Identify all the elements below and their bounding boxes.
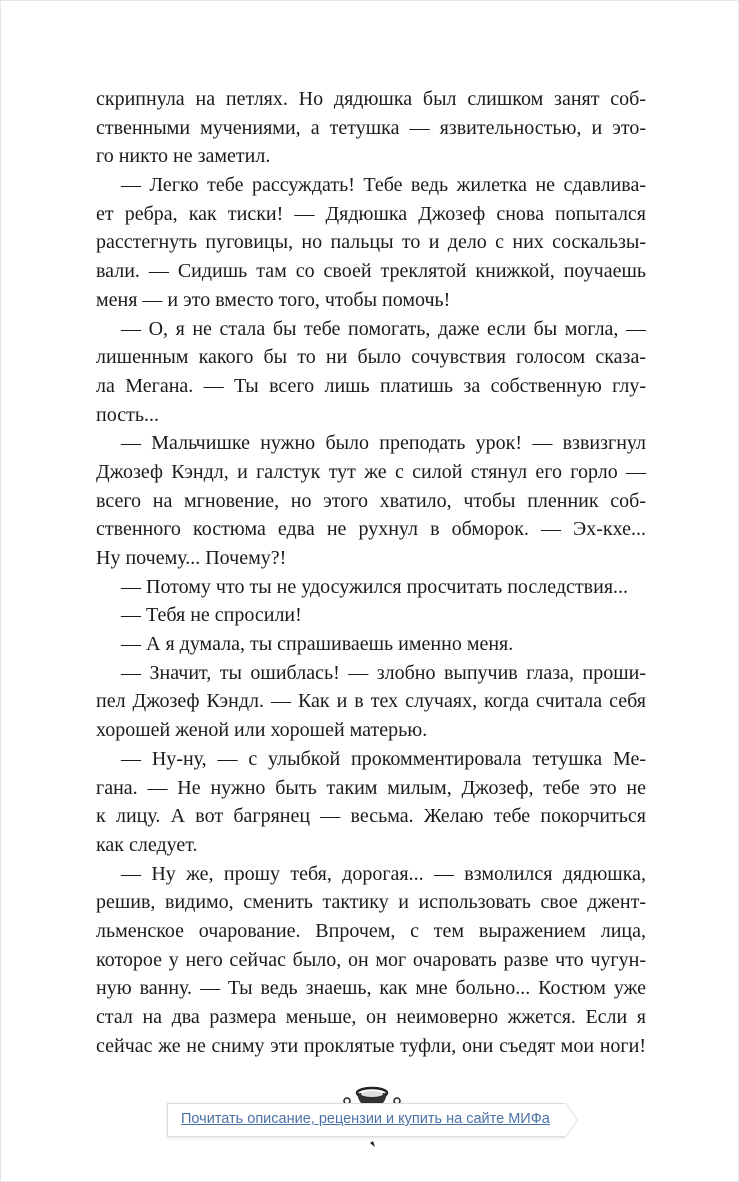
text-line: — Ну-ну, — с улыбкой прокомментировала тетушка Ме- bbox=[121, 747, 646, 770]
mif-store-banner bbox=[167, 1103, 565, 1137]
text-line: всего на мгновение, но этого хватило, чтобы пленник соб- bbox=[96, 489, 646, 512]
text-line: — Ну же, прошу тебя, дорогая... — взмолился дядюшка, bbox=[121, 862, 646, 885]
text-line: го никто не заметил. bbox=[96, 145, 271, 168]
text-line: как следует. bbox=[96, 833, 198, 856]
mif-store-link[interactable]: Почитать описание, рецензии и купить на сайте МИФа bbox=[181, 1111, 550, 1127]
text-line: расстегнуть пуговицы, но пальцы то и дело с них соскальзы- bbox=[96, 231, 646, 254]
text-line: — Мальчишке нужно было преподать урок! — взвизгнул bbox=[121, 432, 646, 455]
text-line: пел Джозеф Кэндл. — Как и в тех случаях, когда считала себя bbox=[96, 690, 646, 713]
text-line: которое у него сейчас было, он мог очаровать разве что чугун- bbox=[96, 948, 646, 971]
text-line: — Значит, ты ошиблась! — злобно выпучив глаза, проши- bbox=[121, 661, 646, 684]
book-page-text bbox=[96, 85, 646, 1060]
text-line: вали. — Сидишь там со своей треклятой книжкой, поучаешь bbox=[96, 260, 646, 283]
text-line: стал на два размера меньше, он неимоверно жжется. Если я bbox=[96, 1006, 646, 1028]
text-line: хорошей женой или хорошей матерью. bbox=[96, 719, 428, 742]
text-line: ет ребра, как тиски! — Дядюшка Джозеф снова попытался bbox=[96, 202, 646, 225]
text-line: сейчас же не сниму эти проклятые туфли, они съедят мои ноги! bbox=[96, 1034, 646, 1057]
text-line: к лицу. А вот багрянец — весьма. Желаю тебе покорчиться bbox=[96, 805, 646, 828]
text-line: лишенным какого бы то ни было сочувствия голосом сказа- bbox=[96, 346, 646, 369]
text-line: ла Мегана. — Ты всего лишь платишь за собственную глу- bbox=[96, 374, 646, 397]
text-line: — Тебя не спросили! bbox=[121, 604, 302, 627]
text-line: льменское очарование. Впрочем, с тем выражением лица, bbox=[96, 919, 646, 942]
text-line: гана. — Не нужно быть таким милым, Джозеф, тебе это не bbox=[96, 776, 646, 799]
text-line: ственными мучениями, а тетушка — язвительностью, и это- bbox=[96, 116, 646, 139]
text-line: пость... bbox=[96, 403, 159, 426]
text-line: — Легко тебе рассуждать! Тебе ведь жилетка не сдавлива- bbox=[121, 174, 646, 197]
text-line: ственного костюма едва не рухнул в обморок. — Эх-кхе... bbox=[96, 518, 646, 541]
text-line: скрипнула на петлях. Но дядюшка был слишком занят соб- bbox=[96, 88, 646, 110]
text-line: — А я думала, ты спрашиваешь именно меня. bbox=[121, 633, 514, 656]
text-line: — О, я не стала бы тебе помогать, даже если бы могла, — bbox=[121, 317, 646, 340]
text-line: ную ванну. — Ты ведь знаешь, как мне больно... Костюм уже bbox=[96, 977, 646, 1000]
text-line: меня — и это вместо того, чтобы помочь! bbox=[96, 288, 451, 311]
text-line: Ну почему... Почему?! bbox=[96, 547, 287, 569]
text-line: Джозеф Кэндл, и галстук тут же с силой стянул его горло — bbox=[96, 460, 646, 483]
text-line: решив, видимо, сменить тактику и использовать свое джент- bbox=[96, 891, 646, 914]
text-line: — Потому что ты не удосужился просчитать последствия... bbox=[121, 575, 629, 598]
